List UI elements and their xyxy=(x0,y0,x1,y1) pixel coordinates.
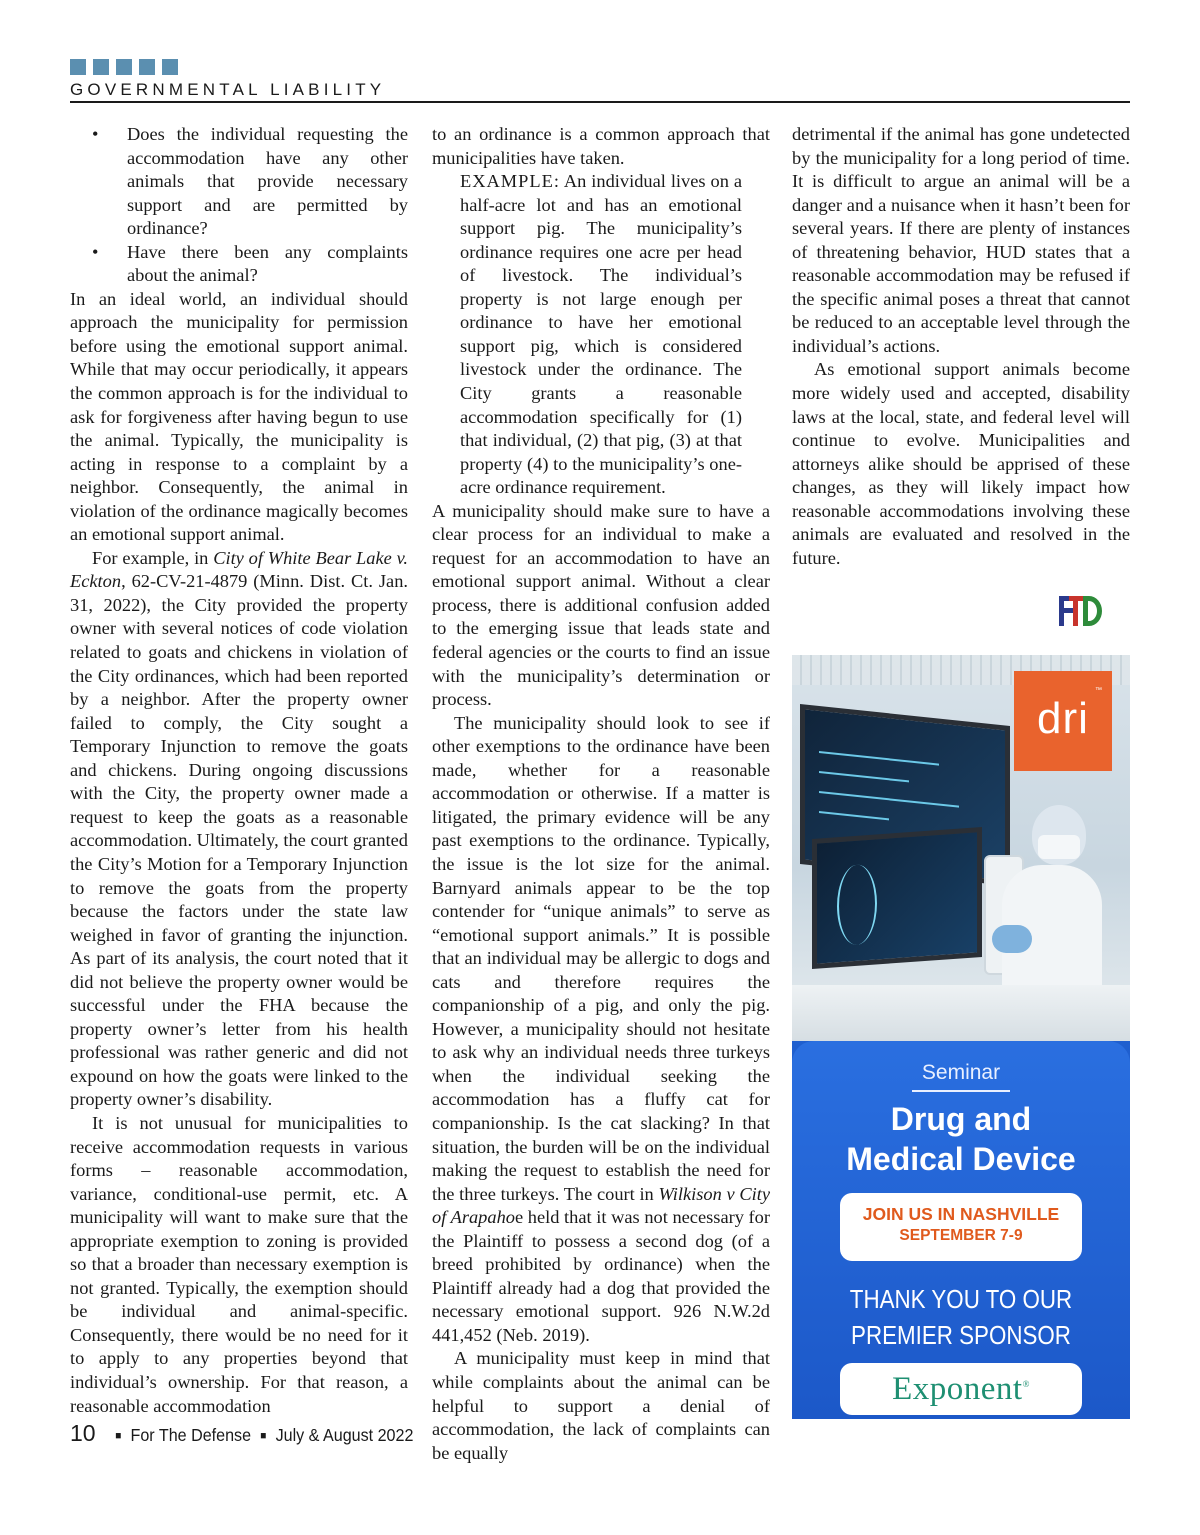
square-decoration xyxy=(93,59,109,75)
section-label: GOVERNMENTAL LIABILITY xyxy=(70,80,386,99)
dri-logo xyxy=(1014,671,1112,771)
square-decoration xyxy=(162,59,178,75)
title-line: Drug and xyxy=(890,1101,1032,1137)
case-citation: City of White Bear Lake v. Eckton xyxy=(70,547,408,592)
square-decoration xyxy=(70,59,86,75)
example-text: An individual lives on a half-acre lot and has an emotional support pig. The municipality’s ordinance requires one acre per head of livestock. The individual’s property is not large enough per ordinance to have her emotional support pig, which is considered livestock under the ordinance. The City grants a reasonable accommodation specifically for (1) that individual, (2) that pig, (3) at that property (4) to the municipality’s one-acre ordinance requirement. xyxy=(460,171,742,498)
example-label: EXAMPLE: xyxy=(460,171,560,192)
screen-line xyxy=(819,811,889,820)
text-run: The municipality should look to see if other exemptions to the ordinance have been made, whether for a reasonable accommodation or otherwise. If a matter is litigated, the primary evidence will be any past exemptions to the ordinance. Typically, the issue is the lot size for the animal. Barnyard animals appear to be the top contender for “unique animals” to serve as “emotional support animals.” It is possible that an individual may be allergic to dogs and cats and therefore requires the companionship of a pig, and only the pig. However, a municipality should not hesitate to ask why an individual needs three turkeys when the individual seeking the accommodation has a fluffy cat for companionship. Is the cat slacking? In that situation, the burden will be on the individual making the request to establish the need for the three turkeys. The court in xyxy=(432,712,770,1204)
paragraph: A municipality should make sure to have a clear process for an individual to make a request for an accommodation to have an emotional support animal. Without a clear process, there is additional confusion added to the emerging issue that leads state and federal agencies or the courts to find an issue with the municipality’s determination or process. xyxy=(432,500,770,710)
page-number: 10 xyxy=(70,1420,96,1446)
article-column-2 xyxy=(432,123,770,1465)
screen-line xyxy=(819,751,939,766)
publication-name: For The Defense xyxy=(130,1425,251,1445)
event-badge xyxy=(840,1193,1082,1261)
text-run: e held that it was not necessary for the Plaintiff to possess a second dog (of a breed prohibited by ordinance) when the Plaintiff already had a dog that provided the necessary emotional support. 926 N.W.2d 441,452 (Neb. 2019). xyxy=(432,1207,770,1345)
screen-line xyxy=(819,791,959,808)
article-column-1 xyxy=(70,123,408,1418)
list-item: • Have there been any complaints about the animal? xyxy=(127,241,408,288)
ftd-end-mark-icon xyxy=(1059,594,1103,628)
paragraph xyxy=(432,712,770,1348)
issue-date: July & August 2022 xyxy=(275,1425,414,1445)
text-run: , 62-CV-21-4879 (Minn. Dist. Ct. Jan. 31, 2022), the City provided the property owner with several notices of code violation related to goats and chickens in violation of the City ordinances, which had been reported by a neighbor. After the property owner failed to comply, the City sought a Temporary Injunction to remove the goats and chickens. During ongoing discussions with the City, the property owner made a request to keep the goats as a reasonable accommodation. Ultimately, the court granted the City’s Motion for a Temporary Injunction to remove the goats from the property because the factors under the state law weighed in favor of granting the injunction. As part of its analysis, the court noted that it did not believe the property owner would be successful under the FHA because the property owner’s letter from his health professional was rather generic and did not expound on how the goats were linked to the property owner’s disability. xyxy=(70,571,408,1110)
seminar-underline xyxy=(912,1090,1010,1092)
list-item: • Does the individual requesting the accommodation have any other animals that provide necessary support and are permitted by ordinance? xyxy=(127,123,408,241)
square-decoration xyxy=(139,59,155,75)
sponsor-thanks xyxy=(816,1281,1107,1353)
seminar-panel xyxy=(792,1041,1130,1419)
paragraph: A municipality must keep in mind that while complaints about the animal can be helpful to support a denial of accommodation, the lack of complaints can be equally xyxy=(432,1348,770,1463)
face-mask xyxy=(1038,835,1080,859)
dna-helix-icon xyxy=(837,863,877,946)
header-rule xyxy=(70,101,1130,103)
thanks-line: THANK YOU TO OUR xyxy=(849,1284,1073,1314)
paragraph: to an ordinance is a common approach that municipalities have taken. xyxy=(432,124,770,168)
case-citation: Wilkison v City of Arapaho xyxy=(432,1183,770,1228)
footer-text xyxy=(106,1425,413,1446)
paragraph xyxy=(70,547,408,1112)
separator-icon: ■ xyxy=(114,1430,121,1442)
question-list xyxy=(70,123,408,288)
lab-bench xyxy=(792,985,1130,1041)
square-decoration xyxy=(116,59,132,75)
event-location: JOIN US IN NASHVILLE xyxy=(862,1204,1060,1224)
separator-icon: ■ xyxy=(259,1430,266,1442)
sponsor-logo xyxy=(892,1371,1030,1408)
paragraph: It is not unusual for municipalities to receive accommodation requests in various forms – reasonable accommodation, variance, conditional-use permit, etc. A municipality will want to make sure that the appropriate exemption to zoning is provided so that a broader than necessary exemption is not granted. Typically, the exemption should be individual and animal-specific. Consequently, there would be no need for it to apply to any properties beyond that individual’s ownership. For that reason, a reasonable accommodation xyxy=(70,1112,408,1416)
trademark-mark: ™ xyxy=(1095,687,1102,694)
advertisement[interactable] xyxy=(792,655,1130,1419)
event-dates: SEPTEMBER 7-9 xyxy=(899,1227,1023,1244)
text-run: For example, in xyxy=(92,547,214,568)
dna-screen xyxy=(812,827,982,969)
paragraph: In an ideal world, an individual should approach the municipality for permission before using the emotional support animal. While that may occur periodically, it appears the common approach is for the individual to ask for forgiveness after having begun to use the animal. Typically, the municipality is acting in response to a complaint by a neighbor. Consequently, the animal in violation of the ordinance magically becomes an emotional support animal. xyxy=(70,288,408,545)
seminar-title xyxy=(792,1099,1130,1179)
article-column-3 xyxy=(792,123,1130,570)
paragraph: detrimental if the animal has gone undetected by the municipality for a long period of time. It is difficult to argue an animal will be a danger and a nuisance when it hasn’t been for several years. If there are plenty of instances of threatening behavior, HUD states that a reasonable accommodation may be refused if the specific animal poses a threat that cannot be reduced to an acceptable level through the individual’s actions. xyxy=(792,124,1130,356)
sponsor-name: Exponent xyxy=(892,1370,1023,1407)
title-line: Medical Device xyxy=(846,1141,1076,1177)
example-block xyxy=(432,170,770,500)
gloved-hand xyxy=(992,925,1032,953)
screen-line xyxy=(819,771,909,782)
page-footer xyxy=(70,1420,440,1447)
paragraph: As emotional support animals become more widely used and accepted, disability laws at the local, state, and federal level will continue to evolve. Municipalities and attorneys alike should be apprised of these changes, as they will likely impact how reasonable accommodations involving these animals are evaluated and resolved in the future. xyxy=(792,359,1130,568)
section-squares xyxy=(70,59,178,75)
seminar-label: Seminar xyxy=(921,1061,1001,1084)
thanks-line: PREMIER SPONSOR xyxy=(851,1320,1071,1350)
sponsor-logo-box xyxy=(840,1363,1082,1415)
lab-photo xyxy=(792,655,1130,1041)
dri-logo-text: dri xyxy=(1037,694,1089,743)
registered-mark: ® xyxy=(1022,1378,1030,1389)
